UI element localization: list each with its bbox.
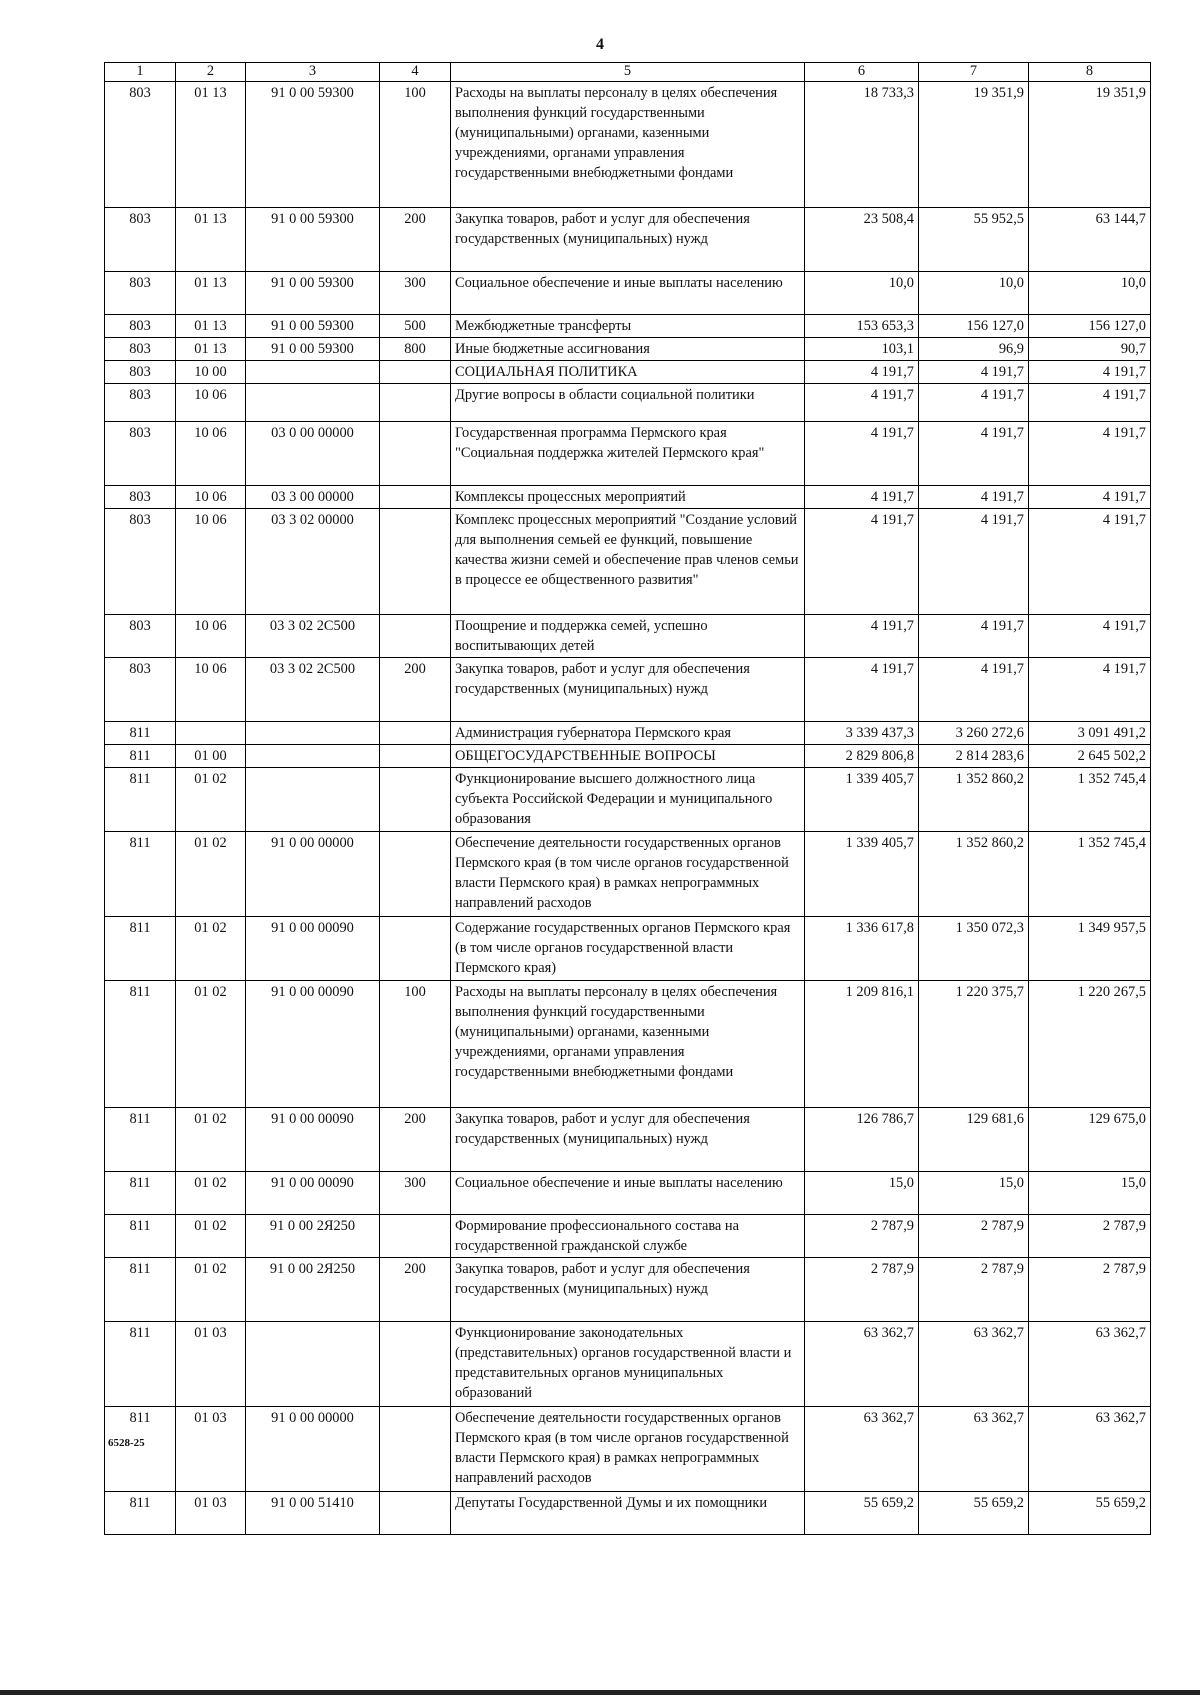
cell-amount-year-1: 4 191,7 <box>805 361 919 384</box>
cell-section-code: 10 06 <box>176 658 246 722</box>
cell-amount-year-2: 156 127,0 <box>919 315 1029 338</box>
cell-section-code: 01 02 <box>176 917 246 981</box>
cell-target-code: 91 0 00 00090 <box>246 917 380 981</box>
header-col-2: 2 <box>176 63 246 82</box>
cell-amount-year-3: 63 362,7 <box>1029 1322 1151 1407</box>
cell-amount-year-3: 55 659,2 <box>1029 1492 1151 1535</box>
cell-ministry-code: 811 <box>105 981 176 1108</box>
cell-amount-year-3: 4 191,7 <box>1029 658 1151 722</box>
table-row <box>105 208 1151 272</box>
cell-amount-year-1: 4 191,7 <box>805 422 919 486</box>
cell-amount-year-3: 63 362,7 <box>1029 1407 1151 1492</box>
cell-amount-year-1: 4 191,7 <box>805 486 919 509</box>
cell-target-code <box>246 1322 380 1407</box>
cell-amount-year-2: 4 191,7 <box>919 658 1029 722</box>
cell-target-code: 03 3 02 00000 <box>246 509 380 615</box>
cell-amount-year-3: 3 091 491,2 <box>1029 722 1151 745</box>
cell-ministry-code: 811 <box>105 768 176 832</box>
cell-expense-type <box>380 832 451 917</box>
cell-expense-type: 100 <box>380 981 451 1108</box>
table-row <box>105 1108 1151 1172</box>
cell-section-code: 10 06 <box>176 384 246 422</box>
page-number: 4 <box>596 36 604 53</box>
cell-description: Поощрение и поддержка семей, успешно воспитывающих детей <box>451 615 805 658</box>
cell-amount-year-3: 1 220 267,5 <box>1029 981 1151 1108</box>
cell-amount-year-1: 3 339 437,3 <box>805 722 919 745</box>
cell-target-code: 03 3 00 00000 <box>246 486 380 509</box>
cell-amount-year-3: 4 191,7 <box>1029 486 1151 509</box>
cell-expense-type <box>380 768 451 832</box>
cell-description: Расходы на выплаты персоналу в целях обеспечения выполнения функций государственными (муниципальными) органами, казенными учреждениями, органами управления государственными внебюджетными фондами <box>451 82 805 208</box>
table-row <box>105 1258 1151 1322</box>
cell-section-code: 01 03 <box>176 1492 246 1535</box>
cell-amount-year-1: 2 829 806,8 <box>805 745 919 768</box>
cell-section-code: 01 13 <box>176 208 246 272</box>
cell-expense-type <box>380 509 451 615</box>
cell-section-code: 10 00 <box>176 361 246 384</box>
cell-target-code: 91 0 00 59300 <box>246 208 380 272</box>
cell-ministry-code: 811 <box>105 1322 176 1407</box>
cell-ministry-code: 803 <box>105 509 176 615</box>
cell-amount-year-3: 2 787,9 <box>1029 1215 1151 1258</box>
cell-target-code: 91 0 00 59300 <box>246 315 380 338</box>
cell-description: СОЦИАЛЬНАЯ ПОЛИТИКА <box>451 361 805 384</box>
cell-section-code: 01 13 <box>176 272 246 315</box>
cell-target-code: 91 0 00 59300 <box>246 272 380 315</box>
cell-amount-year-2: 1 350 072,3 <box>919 917 1029 981</box>
table-row <box>105 361 1151 384</box>
cell-ministry-code: 811 <box>105 1258 176 1322</box>
cell-section-code: 01 03 <box>176 1322 246 1407</box>
cell-description: Социальное обеспечение и иные выплаты населению <box>451 1172 805 1215</box>
table-body <box>105 82 1151 1535</box>
cell-amount-year-1: 15,0 <box>805 1172 919 1215</box>
cell-target-code: 91 0 00 00000 <box>246 1407 380 1492</box>
cell-amount-year-1: 153 653,3 <box>805 315 919 338</box>
cell-section-code: 10 06 <box>176 509 246 615</box>
cell-description: Депутаты Государственной Думы и их помощники <box>451 1492 805 1535</box>
cell-amount-year-1: 1 339 405,7 <box>805 832 919 917</box>
cell-target-code: 91 0 00 00000 <box>246 832 380 917</box>
cell-section-code: 10 06 <box>176 486 246 509</box>
cell-amount-year-2: 63 362,7 <box>919 1322 1029 1407</box>
table-row <box>105 981 1151 1108</box>
table-row <box>105 422 1151 486</box>
cell-section-code: 01 02 <box>176 768 246 832</box>
cell-section-code: 01 03 <box>176 1407 246 1492</box>
table-row <box>105 338 1151 361</box>
cell-amount-year-2: 4 191,7 <box>919 615 1029 658</box>
cell-amount-year-1: 126 786,7 <box>805 1108 919 1172</box>
cell-description: Закупка товаров, работ и услуг для обеспечения государственных (муниципальных) нужд <box>451 1108 805 1172</box>
cell-expense-type: 200 <box>380 1258 451 1322</box>
cell-amount-year-3: 2 645 502,2 <box>1029 745 1151 768</box>
cell-amount-year-1: 55 659,2 <box>805 1492 919 1535</box>
cell-amount-year-2: 55 659,2 <box>919 1492 1029 1535</box>
cell-expense-type <box>380 384 451 422</box>
table-row <box>105 917 1151 981</box>
header-col-1: 1 <box>105 63 176 82</box>
cell-target-code <box>246 361 380 384</box>
cell-amount-year-2: 2 787,9 <box>919 1258 1029 1322</box>
cell-description: Формирование профессионального состава на государственной гражданской службе <box>451 1215 805 1258</box>
cell-expense-type: 200 <box>380 658 451 722</box>
cell-section-code: 10 06 <box>176 422 246 486</box>
table-row <box>105 82 1151 208</box>
cell-expense-type <box>380 1492 451 1535</box>
cell-section-code: 01 00 <box>176 745 246 768</box>
cell-expense-type <box>380 745 451 768</box>
cell-target-code <box>246 384 380 422</box>
table-row <box>105 384 1151 422</box>
cell-ministry-code: 803 <box>105 658 176 722</box>
cell-ministry-code: 803 <box>105 361 176 384</box>
cell-amount-year-1: 63 362,7 <box>805 1322 919 1407</box>
cell-amount-year-3: 4 191,7 <box>1029 509 1151 615</box>
cell-section-code: 01 02 <box>176 1172 246 1215</box>
cell-expense-type <box>380 486 451 509</box>
cell-description: Закупка товаров, работ и услуг для обеспечения государственных (муниципальных) нужд <box>451 1258 805 1322</box>
cell-section-code: 10 06 <box>176 615 246 658</box>
table-row <box>105 615 1151 658</box>
budget-table <box>104 62 1151 1535</box>
cell-expense-type <box>380 917 451 981</box>
cell-ministry-code: 811 <box>105 1108 176 1172</box>
cell-amount-year-3: 90,7 <box>1029 338 1151 361</box>
cell-description: Содержание государственных органов Пермского края (в том числе органов государственной власти Пермского края) <box>451 917 805 981</box>
cell-amount-year-3: 1 352 745,4 <box>1029 768 1151 832</box>
header-col-8: 8 <box>1029 63 1151 82</box>
cell-section-code: 01 02 <box>176 1215 246 1258</box>
table-row <box>105 832 1151 917</box>
cell-ministry-code: 803 <box>105 315 176 338</box>
cell-expense-type: 200 <box>380 1108 451 1172</box>
cell-target-code: 03 3 02 2С500 <box>246 615 380 658</box>
cell-description: Социальное обеспечение и иные выплаты населению <box>451 272 805 315</box>
cell-amount-year-1: 2 787,9 <box>805 1215 919 1258</box>
cell-ministry-code: 803 <box>105 82 176 208</box>
cell-amount-year-1: 4 191,7 <box>805 615 919 658</box>
cell-expense-type: 100 <box>380 82 451 208</box>
cell-expense-type: 800 <box>380 338 451 361</box>
cell-ministry-code: 803 <box>105 208 176 272</box>
cell-amount-year-1: 18 733,3 <box>805 82 919 208</box>
cell-section-code: 01 02 <box>176 1108 246 1172</box>
cell-ministry-code: 803 <box>105 338 176 361</box>
cell-description: Иные бюджетные ассигнования <box>451 338 805 361</box>
cell-amount-year-2: 3 260 272,6 <box>919 722 1029 745</box>
cell-description: Функционирование законодательных (представительных) органов государственной власти и представительных органов муниципальных образований <box>451 1322 805 1407</box>
cell-expense-type: 300 <box>380 1172 451 1215</box>
cell-amount-year-2: 129 681,6 <box>919 1108 1029 1172</box>
cell-description: Обеспечение деятельности государственных органов Пермского края (в том числе органов государственной власти Пермского края) в рамках непрограммных направлений расходов <box>451 1407 805 1492</box>
cell-ministry-code: 811 <box>105 1407 176 1492</box>
header-col-6: 6 <box>805 63 919 82</box>
cell-expense-type <box>380 722 451 745</box>
table-row <box>105 315 1151 338</box>
cell-expense-type <box>380 1322 451 1407</box>
cell-description: Межбюджетные трансферты <box>451 315 805 338</box>
cell-ministry-code: 803 <box>105 272 176 315</box>
cell-ministry-code: 803 <box>105 384 176 422</box>
cell-expense-type <box>380 422 451 486</box>
cell-section-code <box>176 722 246 745</box>
cell-target-code <box>246 768 380 832</box>
cell-description: ОБЩЕГОСУДАРСТВЕННЫЕ ВОПРОСЫ <box>451 745 805 768</box>
cell-target-code: 91 0 00 2Я250 <box>246 1215 380 1258</box>
cell-section-code: 01 13 <box>176 82 246 208</box>
cell-amount-year-1: 10,0 <box>805 272 919 315</box>
table-row <box>105 1322 1151 1407</box>
cell-amount-year-1: 1 209 816,1 <box>805 981 919 1108</box>
cell-expense-type: 500 <box>380 315 451 338</box>
cell-target-code <box>246 745 380 768</box>
header-col-4: 4 <box>380 63 451 82</box>
cell-amount-year-3: 1 349 957,5 <box>1029 917 1151 981</box>
cell-expense-type <box>380 361 451 384</box>
table-row <box>105 1172 1151 1215</box>
cell-amount-year-3: 4 191,7 <box>1029 615 1151 658</box>
cell-amount-year-3: 4 191,7 <box>1029 361 1151 384</box>
cell-amount-year-2: 4 191,7 <box>919 361 1029 384</box>
cell-amount-year-1: 4 191,7 <box>805 658 919 722</box>
cell-description: Закупка товаров, работ и услуг для обеспечения государственных (муниципальных) нужд <box>451 658 805 722</box>
cell-amount-year-2: 4 191,7 <box>919 422 1029 486</box>
cell-target-code: 91 0 00 00090 <box>246 1108 380 1172</box>
cell-section-code: 01 02 <box>176 832 246 917</box>
cell-description: Другие вопросы в области социальной политики <box>451 384 805 422</box>
cell-section-code: 01 02 <box>176 1258 246 1322</box>
cell-amount-year-3: 19 351,9 <box>1029 82 1151 208</box>
cell-ministry-code: 811 <box>105 1172 176 1215</box>
cell-description: Государственная программа Пермского края "Социальная поддержка жителей Пермского края" <box>451 422 805 486</box>
cell-ministry-code: 811 <box>105 745 176 768</box>
cell-amount-year-1: 103,1 <box>805 338 919 361</box>
cell-amount-year-2: 1 220 375,7 <box>919 981 1029 1108</box>
cell-amount-year-2: 4 191,7 <box>919 509 1029 615</box>
cell-amount-year-2: 4 191,7 <box>919 384 1029 422</box>
header-col-3: 3 <box>246 63 380 82</box>
cell-expense-type <box>380 1215 451 1258</box>
cell-section-code: 01 02 <box>176 981 246 1108</box>
cell-target-code: 91 0 00 2Я250 <box>246 1258 380 1322</box>
cell-amount-year-2: 1 352 860,2 <box>919 832 1029 917</box>
table-row <box>105 1407 1151 1492</box>
cell-amount-year-1: 4 191,7 <box>805 509 919 615</box>
cell-amount-year-3: 4 191,7 <box>1029 422 1151 486</box>
cell-amount-year-2: 1 352 860,2 <box>919 768 1029 832</box>
cell-amount-year-2: 55 952,5 <box>919 208 1029 272</box>
table-row <box>105 1492 1151 1535</box>
cell-target-code: 91 0 00 00090 <box>246 1172 380 1215</box>
cell-amount-year-2: 19 351,9 <box>919 82 1029 208</box>
cell-ministry-code: 811 <box>105 917 176 981</box>
cell-ministry-code: 811 <box>105 832 176 917</box>
cell-amount-year-2: 15,0 <box>919 1172 1029 1215</box>
cell-target-code: 03 3 02 2С500 <box>246 658 380 722</box>
cell-ministry-code: 803 <box>105 486 176 509</box>
cell-description: Функционирование высшего должностного лица субъекта Российской Федерации и муниципального образования <box>451 768 805 832</box>
table-row <box>105 658 1151 722</box>
cell-section-code: 01 13 <box>176 338 246 361</box>
cell-amount-year-1: 1 339 405,7 <box>805 768 919 832</box>
cell-section-code: 01 13 <box>176 315 246 338</box>
cell-amount-year-3: 10,0 <box>1029 272 1151 315</box>
cell-target-code: 91 0 00 00090 <box>246 981 380 1108</box>
cell-expense-type: 300 <box>380 272 451 315</box>
cell-description: Комплексы процессных мероприятий <box>451 486 805 509</box>
cell-amount-year-1: 23 508,4 <box>805 208 919 272</box>
cell-description: Обеспечение деятельности государственных органов Пермского края (в том числе органов государственной власти Пермского края) в рамках непрограммных направлений расходов <box>451 832 805 917</box>
cell-amount-year-3: 4 191,7 <box>1029 384 1151 422</box>
header-col-7: 7 <box>919 63 1029 82</box>
cell-amount-year-2: 2 787,9 <box>919 1215 1029 1258</box>
cell-amount-year-3: 15,0 <box>1029 1172 1151 1215</box>
cell-expense-type <box>380 615 451 658</box>
cell-target-code <box>246 722 380 745</box>
cell-amount-year-1: 2 787,9 <box>805 1258 919 1322</box>
cell-expense-type: 200 <box>380 208 451 272</box>
cell-ministry-code: 811 <box>105 1215 176 1258</box>
table-header-row <box>105 63 1151 82</box>
cell-amount-year-2: 4 191,7 <box>919 486 1029 509</box>
cell-amount-year-3: 129 675,0 <box>1029 1108 1151 1172</box>
cell-amount-year-1: 4 191,7 <box>805 384 919 422</box>
cell-expense-type <box>380 1407 451 1492</box>
cell-description: Комплекс процессных мероприятий "Создание условий для выполнения семьей ее функций, повышение качества жизни семей и обеспечение прав членов семьи в процессе ее общественного развития" <box>451 509 805 615</box>
cell-target-code: 91 0 00 59300 <box>246 82 380 208</box>
cell-amount-year-3: 156 127,0 <box>1029 315 1151 338</box>
table-row <box>105 1215 1151 1258</box>
document-code: 6528-25 <box>108 1437 145 1449</box>
cell-amount-year-3: 2 787,9 <box>1029 1258 1151 1322</box>
cell-amount-year-1: 63 362,7 <box>805 1407 919 1492</box>
table-row <box>105 486 1151 509</box>
cell-amount-year-2: 10,0 <box>919 272 1029 315</box>
header-col-5: 5 <box>451 63 805 82</box>
table-row <box>105 722 1151 745</box>
cell-ministry-code: 803 <box>105 615 176 658</box>
cell-target-code: 03 0 00 00000 <box>246 422 380 486</box>
cell-description: Закупка товаров, работ и услуг для обеспечения государственных (муниципальных) нужд <box>451 208 805 272</box>
table-row <box>105 768 1151 832</box>
table-row <box>105 745 1151 768</box>
cell-ministry-code: 811 <box>105 1492 176 1535</box>
cell-target-code: 91 0 00 51410 <box>246 1492 380 1535</box>
cell-amount-year-2: 96,9 <box>919 338 1029 361</box>
cell-amount-year-2: 2 814 283,6 <box>919 745 1029 768</box>
cell-description: Администрация губернатора Пермского края <box>451 722 805 745</box>
cell-ministry-code: 803 <box>105 422 176 486</box>
cell-amount-year-2: 63 362,7 <box>919 1407 1029 1492</box>
cell-target-code: 91 0 00 59300 <box>246 338 380 361</box>
bottom-border <box>0 1690 1200 1695</box>
cell-amount-year-1: 1 336 617,8 <box>805 917 919 981</box>
table-row <box>105 272 1151 315</box>
table-row <box>105 509 1151 615</box>
cell-amount-year-3: 1 352 745,4 <box>1029 832 1151 917</box>
cell-amount-year-3: 63 144,7 <box>1029 208 1151 272</box>
cell-ministry-code: 811 <box>105 722 176 745</box>
cell-description: Расходы на выплаты персоналу в целях обеспечения выполнения функций государственными (муниципальными) органами, казенными учреждениями, органами управления государственными внебюджетными фондами <box>451 981 805 1108</box>
